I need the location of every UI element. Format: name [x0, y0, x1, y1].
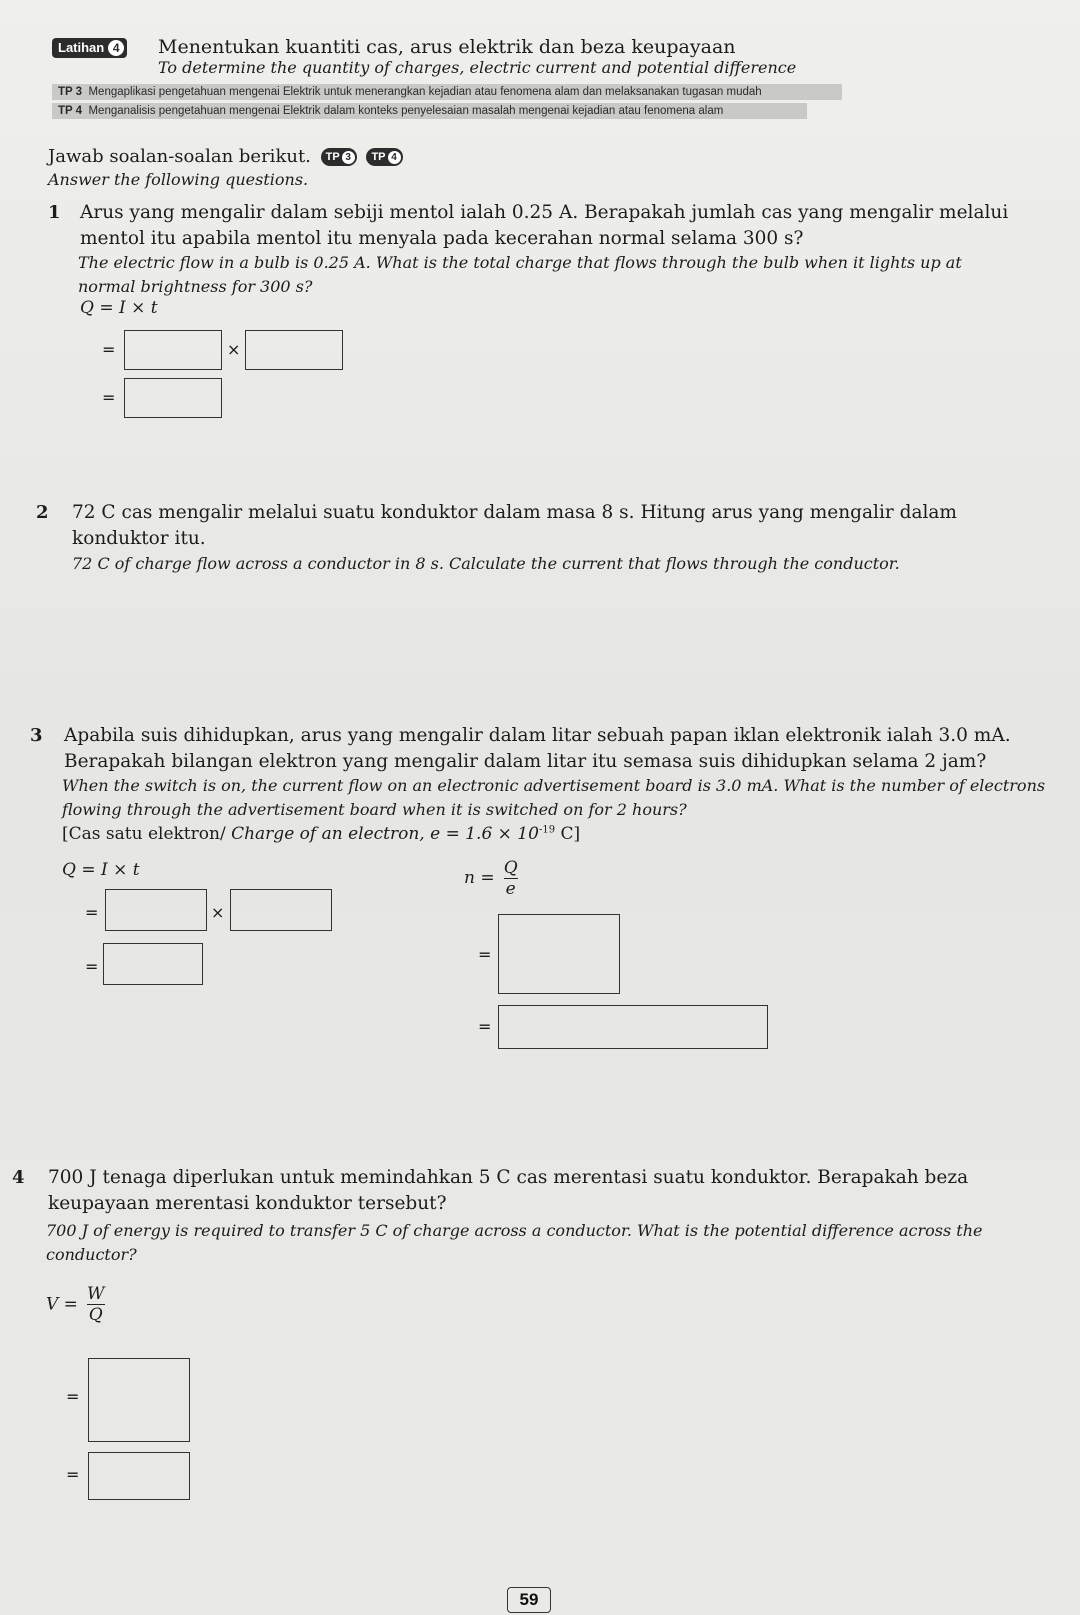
page-number: 59 — [507, 1587, 551, 1613]
tp3-descriptor — [52, 84, 842, 100]
q1-current-box[interactable] — [124, 330, 222, 370]
q3-current-box[interactable] — [105, 889, 207, 931]
q3-n-denominator: e — [505, 879, 516, 899]
q4-text-en: 700 J of energy is required to transfer 5 C of charge across a conductor. What is the potential difference across the conductor? — [46, 1221, 983, 1264]
q4-v-numerator: W — [87, 1284, 105, 1304]
tp3-pill: TP 3 — [321, 148, 357, 166]
tp3-text: Mengaplikasi pengetahuan mengenai Elektrik untuk menerangkan kejadian atau fenomena alam dan melaksanakan tugasan mudah — [88, 86, 762, 98]
q2-text-ms: 72 C cas mengalir melalui suatu konduktor dalam masa 8 s. Hitung arus yang mengalir dalam konduktor itu. — [72, 502, 957, 549]
exercise-badge — [52, 38, 127, 58]
tp4-descriptor — [52, 103, 807, 119]
q3-equals-3: = — [478, 945, 492, 964]
exercise-title-en: To determine the quantity of charges, electric current and potential difference — [158, 58, 797, 77]
instruction-ms-text: Jawab soalan-soalan berikut. — [48, 146, 311, 167]
q3-formula: Q = I × t — [62, 860, 140, 880]
q3-electron-charge-note: [Cas satu elektron/ Charge of an electron, $e = 1.6 \times 10^{-19}$ C] — [62, 824, 581, 844]
exercise-title-ms: Menentukan kuantiti cas, arus elektrik dan beza keupayaan — [158, 36, 736, 58]
q4-fraction-box[interactable] — [88, 1358, 190, 1442]
tp4-text: Menganalisis pengetahuan mengenai Elektrik dalam konteks penyelesaian masalah mengenai kejadian atau fenomena alam — [88, 105, 724, 117]
tp4-code: TP 4 — [58, 105, 83, 117]
q3-number: 3 — [30, 725, 43, 746]
q3-text-en: When the switch is on, the current flow on an electronic advertisement board is 3.0 mA. What is the number of electrons flowing through the advertisement board when it is switched on for 2 hours? — [62, 776, 1046, 819]
q3-time-box[interactable] — [230, 889, 332, 931]
q1-formula: Q = I × t — [80, 298, 158, 318]
q1-equals-1: = — [102, 340, 116, 359]
q2-text-en: 72 C of charge flow across a conductor in 8 s. Calculate the current that flows through the conductor. — [72, 554, 900, 573]
q1-equals-2: = — [102, 388, 116, 407]
q4-equals-1: = — [66, 1387, 80, 1406]
q4-voltage-formula — [46, 1284, 105, 1325]
q4-answer-box[interactable] — [88, 1452, 190, 1500]
instruction-ms — [48, 146, 403, 167]
q1-time-box[interactable] — [245, 330, 343, 370]
q4-number: 4 — [12, 1167, 25, 1188]
q1-times: × — [227, 340, 241, 359]
q3-equals-1: = — [85, 903, 99, 922]
q1-number: 1 — [48, 202, 61, 223]
q3-times: × — [211, 903, 225, 922]
q4-equals-2: = — [66, 1465, 80, 1484]
tp4-pill: TP 4 — [366, 148, 402, 166]
q3-n-numerator: Q — [503, 858, 518, 878]
q3-equals-2: = — [85, 957, 99, 976]
q3-n-lhs: n = — [464, 868, 495, 888]
q1-text-ms: Arus yang mengalir dalam sebiji mentol ialah 0.25 A. Berapakah jumlah cas yang mengalir melalui mentol itu apabila mentol itu menyala pada kecerahan normal selama 300 s? — [80, 202, 1009, 249]
q4-v-denominator: Q — [88, 1305, 103, 1325]
instruction-en: Answer the following questions. — [48, 170, 309, 189]
q3-equals-4: = — [478, 1017, 492, 1036]
badge-number: 4 — [108, 40, 124, 56]
q3-fraction-box[interactable] — [498, 914, 620, 994]
q3-electron-answer-box[interactable] — [498, 1005, 768, 1049]
q4-v-lhs: V = — [46, 1294, 78, 1315]
q4-text-ms: 700 J tenaga diperlukan untuk memindahkan 5 C cas merentasi suatu konduktor. Berapakah beza keupayaan merentasi konduktor tersebut? — [48, 1167, 969, 1214]
q1-text-en: The electric flow in a bulb is 0.25 A. What is the total charge that flows through the bulb when it lights up at normal brightness for 300 s? — [78, 253, 962, 296]
badge-label: Latihan — [58, 40, 105, 55]
q1-answer-box[interactable] — [124, 378, 222, 418]
q3-charge-answer-box[interactable] — [103, 943, 203, 985]
tp3-code: TP 3 — [58, 86, 83, 98]
q2-number: 2 — [36, 502, 49, 523]
q3-text-ms: Apabila suis dihidupkan, arus yang mengalir dalam litar sebuah papan iklan elektronik ialah 3.0 mA. Berapakah bilangan elektron yang mengalir dalam litar itu semasa suis dihidupkan selama 2 jam? — [64, 725, 1011, 772]
q3-electron-formula — [464, 858, 518, 899]
